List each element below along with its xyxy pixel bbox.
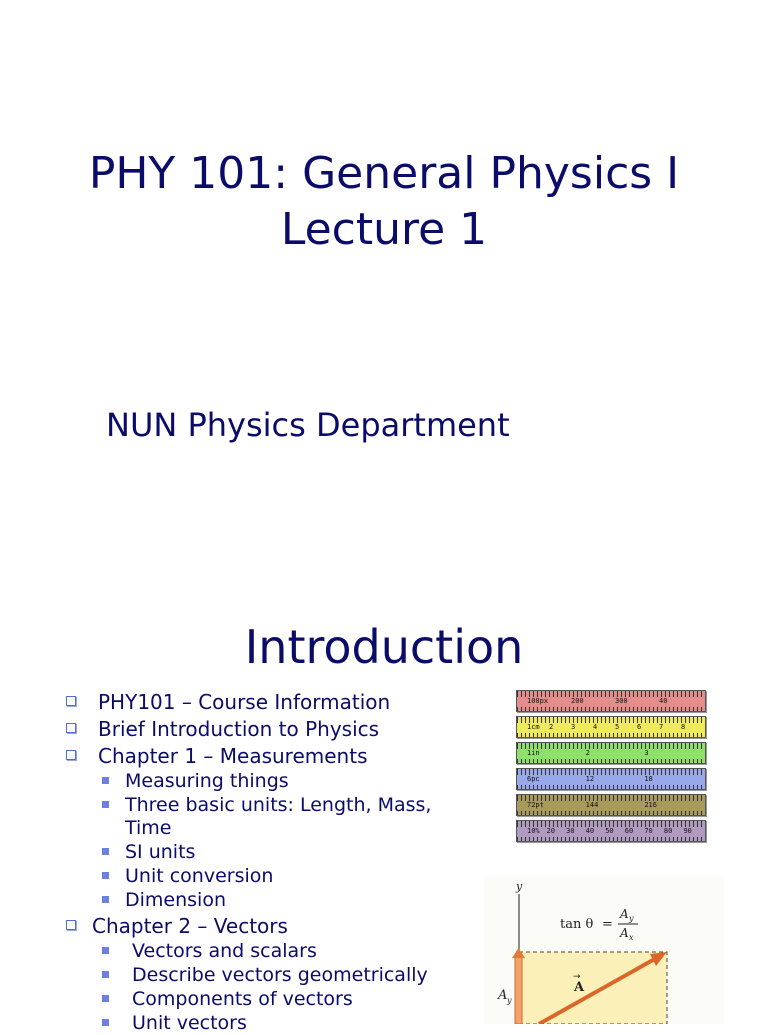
ruler-label: 50 [605,827,614,835]
list-item: SI units [62,841,482,864]
list-item: Unit vectors [62,1012,482,1035]
ruler-label: 90 [683,827,692,835]
list-item: Brief Introduction to Physics [62,717,482,742]
list-item: Chapter 1 – Measurements [62,744,482,769]
square-bullet-icon [102,1019,109,1026]
list-item: Three basic units: Length, Mass, Time [62,794,445,840]
ruler-label: 100px [527,697,549,705]
vector-label: A [574,980,585,995]
slide2-title: Introduction [244,620,524,674]
ruler-label: 40 [585,827,595,835]
formula-lhs: tan θ [560,917,594,932]
ruler-label: 6 [637,723,642,731]
list-item: Measuring things [62,770,482,793]
svg-text:y: y [629,914,634,923]
ruler-label: 200 [571,697,584,705]
ruler-label: 3 [644,749,649,757]
ruler-label: 12 [585,775,595,783]
ruler-label: 216 [644,801,657,809]
ruler-label: 40 [659,697,668,705]
ruler-strip [516,768,706,790]
y-axis-label: y [516,880,523,893]
ruler-strip [516,794,706,816]
list-item: Dimension [62,889,482,912]
square-bullet-icon [102,801,109,808]
ruler-strip [516,820,706,842]
ruler-label: 30 [566,827,575,835]
checkbox-bullet-icon [66,723,76,733]
formula-eq: = [602,917,613,932]
slide1-title-line1: PHY 101: General Physics I [88,148,680,199]
ruler-label: 60 [624,827,634,835]
list-item: Chapter 2 – Vectors [62,914,482,939]
square-bullet-icon [102,971,109,978]
square-bullet-icon [102,848,109,855]
square-bullet-icon [102,896,109,903]
ruler-label: 1cm [527,723,540,731]
ruler-label: 5 [615,723,620,731]
ruler-label: 7 [659,723,664,731]
slide1-title-line2: Lecture 1 [280,204,488,255]
svg-text:x: x [629,933,634,942]
formula-denominator: A [620,926,629,940]
vector-arrow-glyph: → [573,972,581,982]
bullet-list [62,688,482,1035]
ay-label: A [498,988,508,1003]
ruler-label: 3 [571,723,576,731]
slide1-subtitle: NUN Physics Department [106,406,510,444]
list-item: PHY101 – Course Information [62,690,482,715]
ruler-label: 6pc [527,775,540,783]
ruler-label: 80 [663,827,673,835]
list-item: Unit conversion [62,865,482,888]
list-item: Components of vectors [62,988,482,1011]
ruler-label: 10% [527,827,540,835]
square-bullet-icon [102,872,109,879]
ruler-label: 1in [527,749,540,757]
ruler-label: 70 [644,827,653,835]
square-bullet-icon [102,995,109,1002]
ruler-strip [516,690,706,712]
ruler-label: 4 [593,723,598,731]
rulers-image [516,690,706,846]
ruler-label: 2 [585,749,590,757]
y-component-arrow [515,956,522,1024]
ruler-label: 18 [644,775,653,783]
ruler-label: 20 [546,827,555,835]
square-bullet-icon [102,777,109,784]
list-item: Describe vectors geometrically [62,964,482,987]
vector-components-figure [484,876,724,1024]
square-bullet-icon [102,947,109,954]
checkbox-bullet-icon [66,920,76,930]
list-item: Vectors and scalars [62,940,482,963]
ruler-label: 144 [585,801,599,809]
checkbox-bullet-icon [66,750,76,760]
checkbox-bullet-icon [66,696,76,706]
formula-numerator: A [620,907,629,921]
svg-text:y: y [507,996,512,1005]
ruler-label: 72pt [527,801,544,809]
ruler-label: 300 [615,697,628,705]
ruler-label: 8 [681,723,686,731]
ruler-label: 2 [549,723,554,731]
ruler-strip [516,742,706,764]
ruler-strip [516,716,706,738]
